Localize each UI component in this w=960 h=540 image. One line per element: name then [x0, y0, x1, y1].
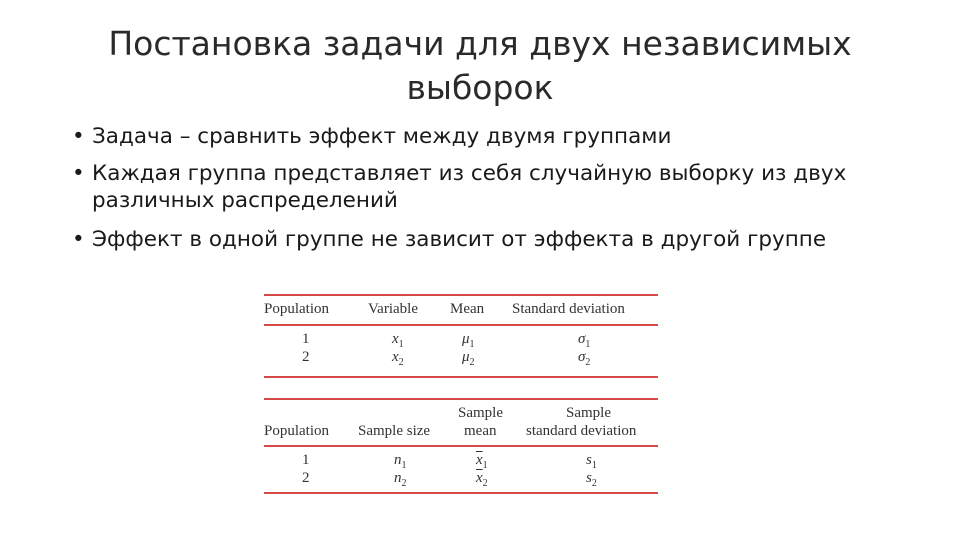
table-rule: [264, 492, 658, 494]
cell-sample-size: $n_2$: [394, 470, 407, 489]
table-rule: [264, 445, 658, 447]
cell-population: 2: [302, 349, 310, 365]
bullet-text: Задача – сравнить эффект между двумя группами: [92, 124, 672, 149]
bullet-marker: •: [72, 161, 85, 186]
cell-population: 1: [302, 452, 310, 468]
population-table: [264, 294, 658, 380]
bullet-marker: •: [72, 124, 85, 149]
header-population: Population: [264, 423, 330, 439]
cell-mean: $\mu_1$: [462, 331, 475, 350]
cell-standard-deviation: $\sigma_2$: [578, 349, 591, 368]
bullet-text: Эффект в одной группе не зависит от эффекта в другой группе: [92, 227, 827, 252]
header-mean-top: Sample: [458, 405, 503, 421]
cell-mean: $\mu_2$: [462, 349, 475, 368]
cell-sample-sd: $s_1$: [586, 452, 597, 471]
bullet-text-line2: различных распределений: [92, 188, 398, 213]
cell-population: 1: [302, 331, 310, 347]
header-population: Population: [264, 301, 330, 317]
header-mean: Mean: [450, 301, 485, 317]
slide-title: [0, 22, 960, 110]
cell-sample-mean: $\overline{x}_1$: [476, 452, 488, 471]
cell-sample-mean: $\overline{x}_2$: [476, 470, 488, 489]
cell-standard-deviation: $\sigma_1$: [578, 331, 591, 350]
cell-sample-size: $n_1$: [394, 452, 407, 471]
header-variable: Variable: [368, 301, 418, 317]
bullet-item: [72, 226, 912, 253]
header-mean-bottom: mean: [464, 423, 497, 439]
header-sample-size: Sample size: [358, 423, 431, 439]
table-rule: [264, 324, 658, 326]
cell-sample-sd: $s_2$: [586, 470, 597, 489]
cell-variable: $x_1$: [392, 331, 404, 350]
slide-title-line1: Постановка задачи для двух независимых: [108, 24, 852, 63]
bullet-marker: •: [72, 227, 85, 252]
cell-population: 2: [302, 470, 310, 486]
bullet-text-line1: Каждая группа представляет из себя случайную выборку из двух: [92, 161, 847, 186]
table-rule: [264, 294, 658, 296]
header-sd-bottom: standard deviation: [526, 423, 637, 439]
slide-title-line2: выборок: [406, 68, 554, 107]
bullet-item: [72, 160, 912, 214]
bullet-list: [72, 123, 912, 263]
table-rule: [264, 398, 658, 400]
sample-table: [264, 398, 658, 494]
table-rule: [264, 376, 658, 378]
bullet-item: [72, 123, 912, 150]
cell-variable: $x_2$: [392, 349, 404, 368]
header-sd-top: Sample: [566, 405, 611, 421]
header-standard-deviation: Standard deviation: [512, 301, 625, 317]
